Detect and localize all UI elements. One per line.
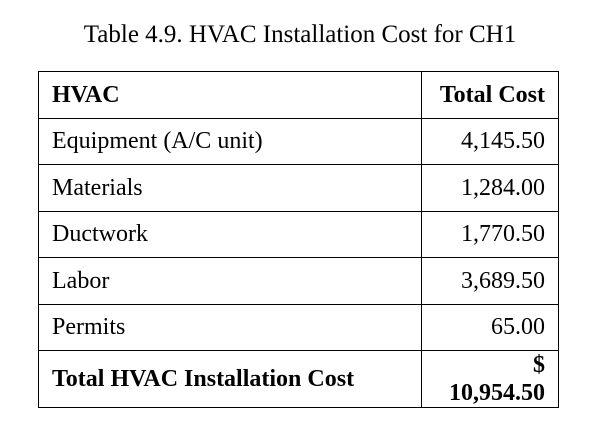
total-value: $ 10,954.50 — [422, 351, 559, 408]
row-item-name: Materials — [39, 165, 422, 212]
table-row — [39, 165, 559, 212]
table-header-row — [39, 72, 559, 119]
table-row — [39, 304, 559, 351]
row-item-cost: 1,284.00 — [422, 165, 559, 212]
table-row — [39, 258, 559, 305]
table-row — [39, 118, 559, 165]
row-item-name: Permits — [39, 304, 422, 351]
row-item-cost: 1,770.50 — [422, 211, 559, 258]
row-item-name: Equipment (A/C unit) — [39, 118, 422, 165]
column-header-hvac: HVAC — [39, 72, 422, 119]
row-item-cost: 65.00 — [422, 304, 559, 351]
hvac-cost-table — [38, 71, 559, 408]
total-label: Total HVAC Installation Cost — [39, 351, 422, 408]
table-row — [39, 211, 559, 258]
row-item-name: Labor — [39, 258, 422, 305]
row-item-cost: 3,689.50 — [422, 258, 559, 305]
row-item-cost: 4,145.50 — [422, 118, 559, 165]
table-total-row — [39, 351, 559, 408]
column-header-total-cost: Total Cost — [422, 72, 559, 119]
table-caption: Table 4.9. HVAC Installation Cost for CH1 — [83, 21, 517, 48]
row-item-name: Ductwork — [39, 211, 422, 258]
